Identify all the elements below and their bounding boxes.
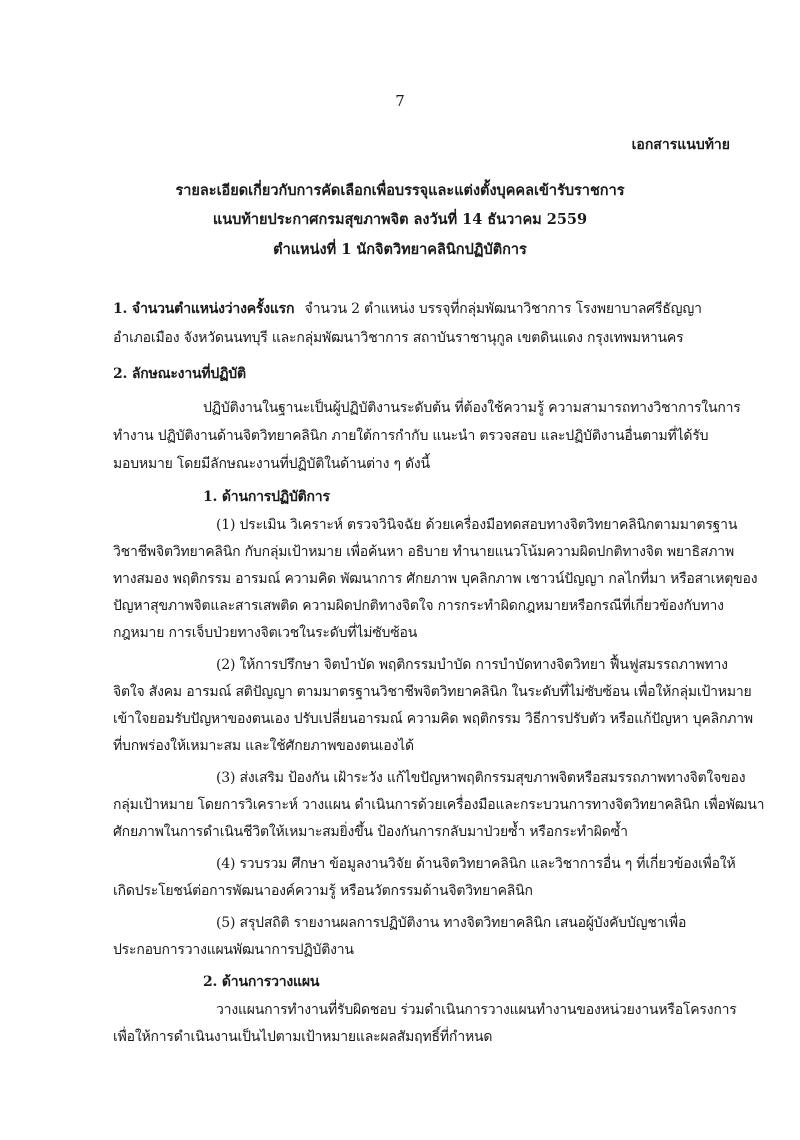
item-3-line-1: (3) ส่งเสริม ป้องกัน เฝ้าระวัง แก้ไขปัญหาพฤติกรรมสุขภาพจิตหรือสมรรถภาพทางจิตใจของ bbox=[216, 770, 746, 786]
item-4-line-1: (4) รวบรวม ศึกษา ข้อมูลงานวิจัย ด้านจิตวิทยาคลินิก และวิชาการอื่น ๆ ที่เกี่ยวข้องเพื่อให้ bbox=[216, 856, 736, 872]
title-line-3: ตำแหน่งที่ 1 นักจิตวิทยาคลินิกปฏิบัติการ bbox=[273, 241, 527, 258]
item-1-line-5: กฎหมาย การเจ็บป่วยทางจิตเวชในระดับที่ไม่ซับซ้อน bbox=[113, 625, 418, 641]
page-number: 7 bbox=[395, 92, 405, 110]
item-2-line-1: (2) ให้การปรึกษา จิตบำบัด พฤติกรรมบำบัด การบำบัดทางจิตวิทยา ฟื้นฟูสมรรถภาพทาง bbox=[216, 657, 728, 673]
section-2-heading: 2. ลักษณะงานที่ปฏิบัติ bbox=[113, 366, 246, 382]
item-2-line-3: เข้าใจยอมรับปัญหาของตนเอง ปรับเปลี่ยนอารมณ์ ความคิด พฤติกรรม วิธีการปรับตัว หรือแก้ปัญหา บุคลิกภาพ bbox=[113, 711, 753, 727]
item-4-line-2: เกิดประโยชน์ต่อการพัฒนาองค์ความรู้ หรือนวัตกรรมด้านจิตวิทยาคลินิก bbox=[113, 883, 533, 899]
section-1-line-1 bbox=[113, 298, 702, 320]
attachment-label: เอกสารแนบท้าย bbox=[631, 137, 730, 153]
item-1-line-1: (1) ประเมิน วิเคราะห์ ตรวจวินิจฉัย ด้วยเครื่องมือทดสอบทางจิตวิทยาคลินิกตามมาตรฐาน bbox=[216, 517, 738, 533]
sub-2-line-1: วางแผนการทำงานที่รับผิดชอบ ร่วมดำเนินการวางแผนทำงานของหน่วยงานหรือโครงการ bbox=[216, 1002, 737, 1018]
item-1-line-4: ปัญหาสุขภาพจิตและสารเสพติด ความผิดปกติทางจิตใจ การกระทำผิดกฎหมายหรือกรณีที่เกี่ยวข้องกับทาง bbox=[113, 598, 724, 614]
item-5-line-2: ประกอบการวางแผนพัฒนาการปฏิบัติงาน bbox=[113, 942, 354, 958]
section-2-intro-2: ทำงาน ปฏิบัติงานด้านจิตวิทยาคลินิก ภายใต้การกำกับ แนะนำ ตรวจสอบ และปฏิบัติงานอื่นตามที่ได้รับ bbox=[113, 428, 709, 444]
section-2-intro-3: มอบหมาย โดยมีลักษณะงานที่ปฏิบัติในด้านต่าง ๆ ดังนี้ bbox=[113, 456, 430, 472]
item-5-line-1: (5) สรุปสถิติ รายงานผลการปฏิบัติงาน ทางจิตวิทยาคลินิก เสนอผู้บังคับบัญชาเพื่อ bbox=[216, 915, 687, 931]
sub-2-line-2: เพื่อให้การดำเนินงานเป็นไปตามเป้าหมายและผลสัมฤทธิ์ที่กำหนด bbox=[113, 1029, 493, 1045]
section-1-heading: 1. จำนวนตำแหน่งว่างครั้งแรก bbox=[113, 301, 295, 317]
section-1-line-2: อำเภอเมือง จังหวัดนนทบุรี และกลุ่มพัฒนาวิชาการ สถาบันราชานุกูล เขตดินแดง กรุงเทพมหานคร bbox=[113, 330, 684, 346]
item-1-line-3: ทางสมอง พฤติกรรม อารมณ์ ความคิด พัฒนาการ ศักยภาพ บุคลิกภาพ เชาวน์ปัญญา กลไกที่มา หรือสาเหตุของ bbox=[113, 571, 758, 587]
section-2-intro-1: ปฏิบัติงานในฐานะเป็นผู้ปฏิบัติงานระดับต้น ที่ต้องใช้ความรู้ ความสามารถทางวิชาการในการ bbox=[203, 400, 741, 416]
title-line-2: แนบท้ายประกาศกรมสุขภาพจิต ลงวันที่ 14 ธันวาคม 2559 bbox=[212, 211, 588, 228]
item-2-line-4: ที่บกพร่องให้เหมาะสม และใช้ศักยภาพของตนเองได้ bbox=[113, 738, 414, 754]
title-line-1: รายละเอียดเกี่ยวกับการคัดเลือกเพื่อบรรจุและแต่งตั้งบุคคลเข้ารับราชการ bbox=[175, 182, 625, 199]
sub-1-heading: 1. ด้านการปฏิบัติการ bbox=[203, 489, 330, 505]
item-3-line-3: ศักยภาพในการดำเนินชีวิตให้เหมาะสมยิ่งขึ้น ป้องกันการกลับมาป่วยซ้ำ หรือกระทำผิดซ้ำ bbox=[113, 824, 628, 840]
sub-2-heading: 2. ด้านการวางแผน bbox=[203, 974, 320, 990]
section-1-text: จำนวน 2 ตำแหน่ง บรรจุที่กลุ่มพัฒนาวิชาการ โรงพยาบาลศรีธัญญา bbox=[304, 301, 702, 317]
item-2-line-2: จิตใจ สังคม อารมณ์ สติปัญญา ตามมาตรฐานวิชาชีพจิตวิทยาคลินิก ในระดับที่ไม่ซับซ้อน เพื่อให้กลุ่มเป้าหมาย bbox=[113, 684, 752, 700]
item-3-line-2: กลุ่มเป้าหมาย โดยการวิเคราะห์ วางแผน ดำเนินการด้วยเครื่องมือและกระบวนการทางจิตวิทยาคลินิก เพื่อพัฒนา bbox=[113, 797, 765, 813]
item-1-line-2: วิชาชีพจิตวิทยาคลินิก กับกลุ่มเป้าหมาย เพื่อค้นหา อธิบาย ทำนายแนวโน้มความผิดปกติทางจิต พยาธิสภาพ bbox=[113, 544, 734, 560]
